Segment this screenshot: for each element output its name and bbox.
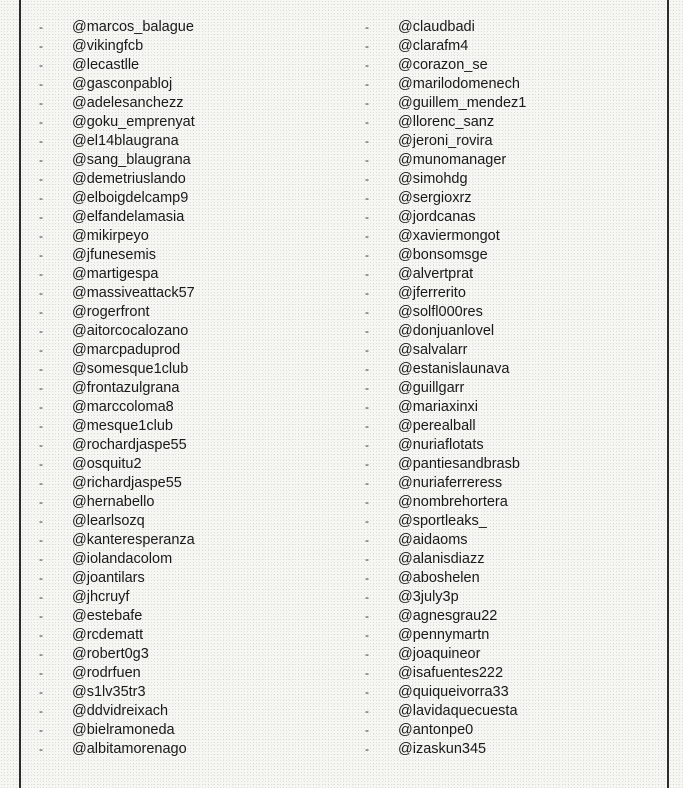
user-handle: @rcdematt bbox=[72, 627, 144, 643]
bullet-dash: - bbox=[365, 666, 369, 680]
list-item bbox=[0, 18, 340, 37]
user-handle: @adelesanchezz bbox=[72, 95, 184, 111]
bullet-dash: - bbox=[39, 58, 43, 72]
user-handle: @marccoloma8 bbox=[72, 399, 174, 415]
bullet-dash: - bbox=[365, 77, 369, 91]
bullet-dash: - bbox=[39, 153, 43, 167]
bullet-dash: - bbox=[365, 742, 369, 756]
list-item bbox=[0, 303, 340, 322]
list-item bbox=[340, 493, 660, 512]
list-item bbox=[340, 702, 660, 721]
list-item bbox=[0, 569, 340, 588]
user-handle: @el14blaugrana bbox=[72, 133, 179, 149]
user-handle: @somesque1club bbox=[72, 361, 189, 377]
list-item bbox=[0, 265, 340, 284]
list-item bbox=[0, 721, 340, 740]
bullet-dash: - bbox=[39, 172, 43, 186]
list-item bbox=[0, 607, 340, 626]
bullet-dash: - bbox=[365, 267, 369, 281]
user-handle: @nombrehortera bbox=[398, 494, 508, 510]
bullet-dash: - bbox=[39, 343, 43, 357]
list-item bbox=[0, 189, 340, 208]
bullet-dash: - bbox=[365, 286, 369, 300]
user-handle: @rodrfuen bbox=[72, 665, 141, 681]
user-handle: @antonpe0 bbox=[398, 722, 474, 738]
list-item bbox=[0, 531, 340, 550]
list-item bbox=[340, 132, 660, 151]
user-handle: @estebafe bbox=[72, 608, 143, 624]
bullet-dash: - bbox=[365, 381, 369, 395]
user-handle: @marcos_balague bbox=[72, 19, 194, 35]
user-handle: @solfl000res bbox=[398, 304, 483, 320]
user-handle: @corazon_se bbox=[398, 57, 488, 73]
list-item bbox=[0, 379, 340, 398]
list-item bbox=[0, 417, 340, 436]
user-handle: @aidaoms bbox=[398, 532, 468, 548]
list-item bbox=[340, 721, 660, 740]
user-handle: @jordcanas bbox=[398, 209, 476, 225]
list-item bbox=[340, 56, 660, 75]
list-item bbox=[0, 702, 340, 721]
list-item bbox=[0, 398, 340, 417]
user-handle: @bielramoneda bbox=[72, 722, 175, 738]
user-handle: @lavidaquecuesta bbox=[398, 703, 518, 719]
user-handle: @salvalarr bbox=[398, 342, 468, 358]
user-handle: @guillem_mendez1 bbox=[398, 95, 527, 111]
list-item bbox=[0, 512, 340, 531]
list-item bbox=[0, 170, 340, 189]
list-item bbox=[340, 94, 660, 113]
bullet-dash: - bbox=[39, 305, 43, 319]
bullet-dash: - bbox=[365, 590, 369, 604]
bullet-dash: - bbox=[365, 324, 369, 338]
bullet-dash: - bbox=[39, 96, 43, 110]
bullet-dash: - bbox=[39, 609, 43, 623]
list-item bbox=[0, 550, 340, 569]
user-handle: @rochardjaspe55 bbox=[72, 437, 187, 453]
left-handle-list bbox=[0, 18, 340, 759]
user-handle: @isafuentes222 bbox=[398, 665, 504, 681]
bullet-dash: - bbox=[365, 476, 369, 490]
bullet-dash: - bbox=[39, 590, 43, 604]
list-item bbox=[340, 664, 660, 683]
bullet-dash: - bbox=[39, 115, 43, 129]
bullet-dash: - bbox=[39, 286, 43, 300]
user-handle: @xaviermongot bbox=[398, 228, 500, 244]
list-item bbox=[340, 246, 660, 265]
list-item bbox=[340, 455, 660, 474]
user-handle: @demetriuslando bbox=[72, 171, 186, 187]
list-item bbox=[340, 512, 660, 531]
user-handle: @marcpaduprod bbox=[72, 342, 181, 358]
bullet-dash: - bbox=[39, 742, 43, 756]
list-item bbox=[340, 265, 660, 284]
bullet-dash: - bbox=[365, 438, 369, 452]
bullet-dash: - bbox=[39, 476, 43, 490]
list-item bbox=[0, 208, 340, 227]
user-handle: @goku_emprenyat bbox=[72, 114, 195, 130]
user-handle: @elboigdelcamp9 bbox=[72, 190, 189, 206]
list-item bbox=[340, 474, 660, 493]
user-handle: @joantilars bbox=[72, 570, 145, 586]
user-handle: @alvertprat bbox=[398, 266, 474, 282]
bullet-dash: - bbox=[39, 20, 43, 34]
list-item bbox=[340, 284, 660, 303]
list-item bbox=[0, 227, 340, 246]
list-item bbox=[0, 37, 340, 56]
bullet-dash: - bbox=[365, 305, 369, 319]
list-item bbox=[340, 341, 660, 360]
bullet-dash: - bbox=[365, 210, 369, 224]
list-item bbox=[0, 75, 340, 94]
bullet-dash: - bbox=[365, 96, 369, 110]
bullet-dash: - bbox=[365, 153, 369, 167]
list-item bbox=[340, 170, 660, 189]
list-item bbox=[0, 645, 340, 664]
list-item bbox=[0, 740, 340, 759]
list-item bbox=[340, 645, 660, 664]
user-handle: @lecastlle bbox=[72, 57, 140, 73]
list-item bbox=[0, 246, 340, 265]
bullet-dash: - bbox=[39, 438, 43, 452]
user-handle: @quiqueivorra33 bbox=[398, 684, 509, 700]
bullet-dash: - bbox=[39, 210, 43, 224]
bullet-dash: - bbox=[365, 229, 369, 243]
user-handle: @donjuanlovel bbox=[398, 323, 495, 339]
bullet-dash: - bbox=[39, 77, 43, 91]
list-item bbox=[0, 493, 340, 512]
list-item bbox=[340, 113, 660, 132]
user-handle: @llorenc_sanz bbox=[398, 114, 495, 130]
user-handle: @jferrerito bbox=[398, 285, 466, 301]
user-handle: @munomanager bbox=[398, 152, 507, 168]
bullet-dash: - bbox=[365, 115, 369, 129]
user-handle: @mikirpeyo bbox=[72, 228, 149, 244]
bullet-dash: - bbox=[365, 495, 369, 509]
user-handle: @mesque1club bbox=[72, 418, 173, 434]
right-border-line bbox=[667, 0, 669, 788]
list-item bbox=[0, 94, 340, 113]
user-handle: @claudbadi bbox=[398, 19, 475, 35]
bullet-dash: - bbox=[39, 552, 43, 566]
bullet-dash: - bbox=[39, 457, 43, 471]
right-handle-list bbox=[340, 18, 660, 759]
bullet-dash: - bbox=[39, 381, 43, 395]
list-item bbox=[0, 455, 340, 474]
bullet-dash: - bbox=[365, 400, 369, 414]
list-item bbox=[340, 531, 660, 550]
user-handle: @gasconpabloj bbox=[72, 76, 173, 92]
list-item bbox=[340, 417, 660, 436]
bullet-dash: - bbox=[39, 514, 43, 528]
list-item bbox=[0, 151, 340, 170]
user-handle: @sportleaks_ bbox=[398, 513, 487, 529]
user-handle: @learlsozq bbox=[72, 513, 145, 529]
user-handle: @pantiesandbrasb bbox=[398, 456, 520, 472]
bullet-dash: - bbox=[365, 134, 369, 148]
bullet-dash: - bbox=[365, 20, 369, 34]
user-handle: @robert0g3 bbox=[72, 646, 149, 662]
user-handle: @jeroni_rovira bbox=[398, 133, 493, 149]
user-handle: @iolandacolom bbox=[72, 551, 173, 567]
list-item bbox=[340, 740, 660, 759]
list-item bbox=[0, 56, 340, 75]
bullet-dash: - bbox=[39, 134, 43, 148]
user-handle: @vikingfcb bbox=[72, 38, 144, 54]
user-handle: @mariaxinxi bbox=[398, 399, 478, 415]
bullet-dash: - bbox=[365, 704, 369, 718]
bullet-dash: - bbox=[39, 39, 43, 53]
list-item bbox=[0, 474, 340, 493]
list-item bbox=[340, 303, 660, 322]
user-handle: @3july3p bbox=[398, 589, 459, 605]
user-handle: @jfunesemis bbox=[72, 247, 157, 263]
bullet-dash: - bbox=[365, 172, 369, 186]
bullet-dash: - bbox=[39, 685, 43, 699]
bullet-dash: - bbox=[39, 229, 43, 243]
user-handle: @perealball bbox=[398, 418, 476, 434]
bullet-dash: - bbox=[39, 647, 43, 661]
bullet-dash: - bbox=[39, 400, 43, 414]
list-item bbox=[340, 322, 660, 341]
list-item bbox=[340, 436, 660, 455]
list-item bbox=[0, 341, 340, 360]
list-item bbox=[0, 284, 340, 303]
list-item bbox=[340, 683, 660, 702]
list-item bbox=[340, 607, 660, 626]
user-handle: @joaquineor bbox=[398, 646, 481, 662]
user-handle: @guillgarr bbox=[398, 380, 465, 396]
bullet-dash: - bbox=[39, 419, 43, 433]
user-handle: @simohdg bbox=[398, 171, 468, 187]
user-handle: @massiveattack57 bbox=[72, 285, 195, 301]
user-handle: @izaskun345 bbox=[398, 741, 487, 757]
bullet-dash: - bbox=[365, 723, 369, 737]
list-item bbox=[340, 398, 660, 417]
user-handle: @hernabello bbox=[72, 494, 155, 510]
bullet-dash: - bbox=[365, 552, 369, 566]
list-item bbox=[340, 37, 660, 56]
bullet-dash: - bbox=[39, 248, 43, 262]
bullet-dash: - bbox=[365, 514, 369, 528]
user-handle: @rogerfront bbox=[72, 304, 150, 320]
list-item bbox=[0, 664, 340, 683]
user-handle: @pennymartn bbox=[398, 627, 490, 643]
user-handle: @bonsomsge bbox=[398, 247, 488, 263]
user-handle: @clarafm4 bbox=[398, 38, 469, 54]
bullet-dash: - bbox=[365, 571, 369, 585]
bullet-dash: - bbox=[39, 191, 43, 205]
list-item bbox=[340, 360, 660, 379]
bullet-dash: - bbox=[365, 343, 369, 357]
list-item bbox=[0, 113, 340, 132]
bullet-dash: - bbox=[39, 267, 43, 281]
user-handle: @agnesgrau22 bbox=[398, 608, 498, 624]
list-item bbox=[340, 208, 660, 227]
list-item bbox=[340, 626, 660, 645]
user-handle: @nuriaflotats bbox=[398, 437, 484, 453]
list-item bbox=[340, 18, 660, 37]
user-handle: @aitorcocalozano bbox=[72, 323, 189, 339]
bullet-dash: - bbox=[365, 362, 369, 376]
user-handle: @frontazulgrana bbox=[72, 380, 180, 396]
list-item bbox=[0, 132, 340, 151]
bullet-dash: - bbox=[365, 457, 369, 471]
user-handle: @sang_blaugrana bbox=[72, 152, 191, 168]
bullet-dash: - bbox=[365, 419, 369, 433]
user-handle: @martigespa bbox=[72, 266, 159, 282]
bullet-dash: - bbox=[365, 609, 369, 623]
bullet-dash: - bbox=[39, 666, 43, 680]
bullet-dash: - bbox=[39, 533, 43, 547]
user-handle: @marilodomenech bbox=[398, 76, 520, 92]
list-item bbox=[0, 588, 340, 607]
bullet-dash: - bbox=[39, 495, 43, 509]
list-item bbox=[340, 569, 660, 588]
bullet-dash: - bbox=[39, 324, 43, 338]
list-item bbox=[0, 626, 340, 645]
bullet-dash: - bbox=[365, 191, 369, 205]
user-handle: @alanisdiazz bbox=[398, 551, 485, 567]
user-handle: @estanislaunava bbox=[398, 361, 510, 377]
user-handle: @nuriaferreress bbox=[398, 475, 503, 491]
bullet-dash: - bbox=[365, 39, 369, 53]
list-item bbox=[0, 322, 340, 341]
list-item bbox=[0, 436, 340, 455]
user-handle: @elfandelamasia bbox=[72, 209, 185, 225]
user-handle: @osquitu2 bbox=[72, 456, 142, 472]
bullet-dash: - bbox=[39, 723, 43, 737]
list-item bbox=[340, 189, 660, 208]
list-item bbox=[340, 75, 660, 94]
bullet-dash: - bbox=[365, 58, 369, 72]
bullet-dash: - bbox=[365, 248, 369, 262]
bullet-dash: - bbox=[39, 571, 43, 585]
list-item bbox=[0, 683, 340, 702]
user-handle: @s1lv35tr3 bbox=[72, 684, 146, 700]
list-item bbox=[340, 588, 660, 607]
list-item bbox=[340, 379, 660, 398]
bullet-dash: - bbox=[365, 628, 369, 642]
user-handle: @richardjaspe55 bbox=[72, 475, 182, 491]
bullet-dash: - bbox=[365, 685, 369, 699]
user-handle: @sergioxrz bbox=[398, 190, 472, 206]
bullet-dash: - bbox=[365, 533, 369, 547]
list-item bbox=[340, 151, 660, 170]
bullet-dash: - bbox=[365, 647, 369, 661]
user-handle: @jhcruyf bbox=[72, 589, 130, 605]
bullet-dash: - bbox=[39, 362, 43, 376]
list-item bbox=[0, 360, 340, 379]
user-handle: @aboshelen bbox=[398, 570, 480, 586]
user-handle: @ddvidreixach bbox=[72, 703, 169, 719]
bullet-dash: - bbox=[39, 628, 43, 642]
user-handle: @albitamorenago bbox=[72, 741, 187, 757]
list-item bbox=[340, 550, 660, 569]
user-handle: @kanteresperanza bbox=[72, 532, 195, 548]
list-item bbox=[340, 227, 660, 246]
bullet-dash: - bbox=[39, 704, 43, 718]
